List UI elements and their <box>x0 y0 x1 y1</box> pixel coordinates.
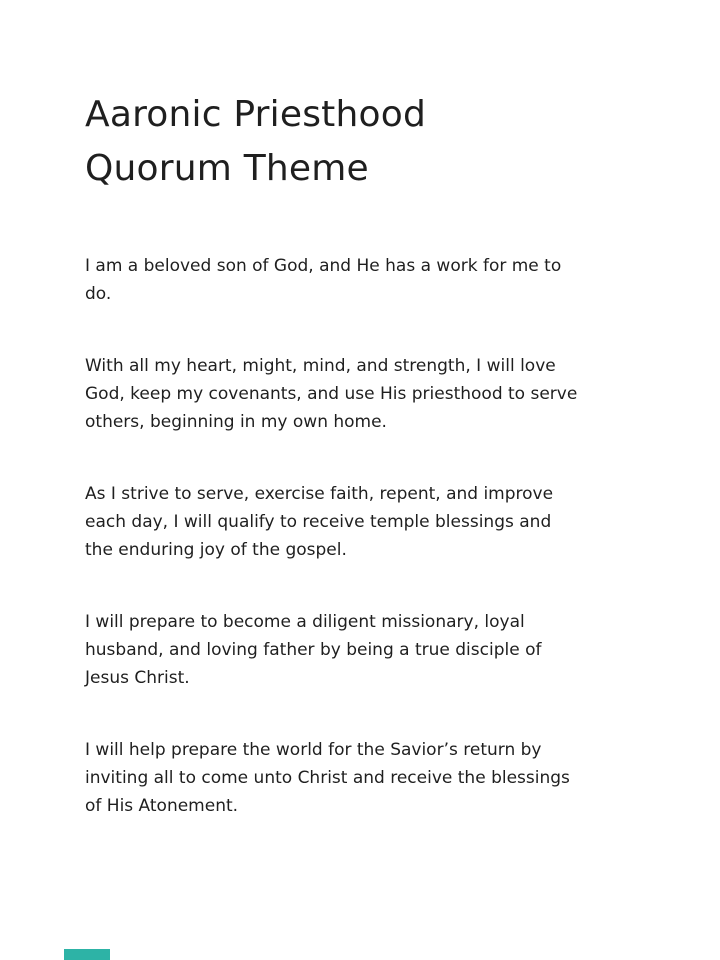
paragraph-line: others, beginning in my own home. <box>85 412 387 432</box>
theme-paragraph <box>85 480 660 564</box>
paragraph-line: I will prepare to become a diligent missionary, loyal <box>85 612 525 632</box>
theme-paragraph <box>85 352 660 436</box>
theme-paragraph <box>85 736 660 820</box>
paragraph-line: Jesus Christ. <box>85 668 190 688</box>
teal-accent-bar <box>64 949 110 960</box>
theme-paragraph <box>85 252 660 308</box>
document-body <box>85 252 660 820</box>
theme-paragraph <box>85 608 660 692</box>
page-title <box>85 88 660 196</box>
paragraph-line: husband, and loving father by being a true disciple of <box>85 640 542 660</box>
paragraph-line: As I strive to serve, exercise faith, repent, and improve <box>85 484 554 504</box>
paragraph-line: I am a beloved son of God, and He has a work for me to <box>85 256 562 276</box>
page-title-line: Aaronic Priesthood <box>85 94 426 135</box>
paragraph-line: the enduring joy of the gospel. <box>85 540 347 560</box>
paragraph-line: do. <box>85 284 112 304</box>
paragraph-line: With all my heart, might, mind, and strength, I will love <box>85 356 556 376</box>
paragraph-line: of His Atonement. <box>85 796 239 816</box>
paragraph-line: God, keep my covenants, and use His priesthood to serve <box>85 384 578 404</box>
paragraph-line: inviting all to come unto Christ and receive the blessings <box>85 768 570 788</box>
paragraph-line: I will help prepare the world for the Savior’s return by <box>85 740 542 760</box>
page-title-line: Quorum Theme <box>85 148 369 189</box>
paragraph-line: each day, I will qualify to receive temple blessings and <box>85 512 552 532</box>
